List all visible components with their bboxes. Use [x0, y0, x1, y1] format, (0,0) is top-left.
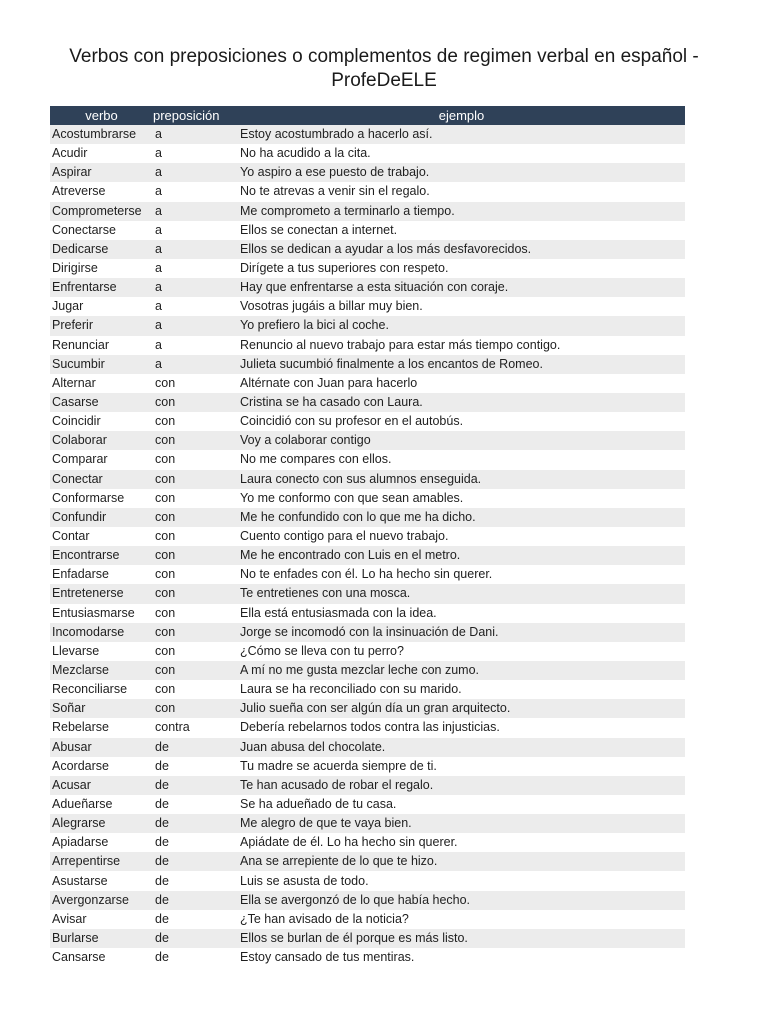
preposition-cell: de	[153, 738, 238, 757]
example-cell: Tu madre se acuerda siempre de ti.	[238, 757, 685, 776]
example-cell: Julio sueña con ser algún día un gran arquitecto.	[238, 699, 685, 718]
example-cell: Apiádate de él. Lo ha hecho sin querer.	[238, 833, 685, 852]
verb-cell: Acordarse	[50, 757, 153, 776]
table-row	[50, 948, 685, 967]
table-row	[50, 929, 685, 948]
preposition-cell: a	[153, 163, 238, 182]
example-cell: Voy a colaborar contigo	[238, 431, 685, 450]
example-cell: Yo aspiro a ese puesto de trabajo.	[238, 163, 685, 182]
example-cell: Ella está entusiasmada con la idea.	[238, 604, 685, 623]
example-cell: Vosotras jugáis a billar muy bien.	[238, 297, 685, 316]
preposition-cell: con	[153, 470, 238, 489]
verb-cell: Alternar	[50, 374, 153, 393]
table-row	[50, 776, 685, 795]
verb-cell: Acostumbrarse	[50, 125, 153, 144]
table-body	[50, 125, 685, 967]
example-cell: Dirígete a tus superiores con respeto.	[238, 259, 685, 278]
example-cell: Julieta sucumbió finalmente a los encantos de Romeo.	[238, 355, 685, 374]
example-cell: Me alegro de que te vaya bien.	[238, 814, 685, 833]
table-row	[50, 163, 685, 182]
table-row	[50, 221, 685, 240]
verb-cell: Asustarse	[50, 871, 153, 890]
table-row	[50, 738, 685, 757]
verb-cell: Conectarse	[50, 221, 153, 240]
preposition-cell: de	[153, 833, 238, 852]
verb-cell: Comprometerse	[50, 202, 153, 221]
example-cell: Ana se arrepiente de lo que te hizo.	[238, 852, 685, 871]
preposition-cell: de	[153, 948, 238, 967]
example-cell: Ellos se dedican a ayudar a los más desfavorecidos.	[238, 240, 685, 259]
example-cell: Te entretienes con una mosca.	[238, 584, 685, 603]
verb-cell: Acusar	[50, 776, 153, 795]
preposition-cell: a	[153, 144, 238, 163]
table-row	[50, 795, 685, 814]
table-row	[50, 125, 685, 144]
example-cell: Yo prefiero la bici al coche.	[238, 316, 685, 335]
table-row	[50, 355, 685, 374]
verb-cell: Casarse	[50, 393, 153, 412]
table-row	[50, 833, 685, 852]
table-row	[50, 604, 685, 623]
verb-cell: Reconciliarse	[50, 680, 153, 699]
verb-cell: Apiadarse	[50, 833, 153, 852]
example-cell: No ha acudido a la cita.	[238, 144, 685, 163]
preposition-cell: con	[153, 699, 238, 718]
verb-cell: Contar	[50, 527, 153, 546]
preposition-cell: con	[153, 604, 238, 623]
table-row	[50, 278, 685, 297]
preposition-cell: con	[153, 412, 238, 431]
verb-cell: Abusar	[50, 738, 153, 757]
table-row	[50, 718, 685, 737]
verbs-table	[50, 106, 685, 967]
verb-cell: Cansarse	[50, 948, 153, 967]
preposition-cell: con	[153, 374, 238, 393]
title-line-1: Verbos con preposiciones o complementos de regimen verbal en español -	[69, 46, 699, 67]
table-row	[50, 297, 685, 316]
verb-cell: Enfrentarse	[50, 278, 153, 297]
preposition-cell: de	[153, 795, 238, 814]
table-row	[50, 412, 685, 431]
example-cell: Me he encontrado con Luis en el metro.	[238, 546, 685, 565]
preposition-cell: con	[153, 623, 238, 642]
verb-cell: Dedicarse	[50, 240, 153, 259]
example-cell: No te atrevas a venir sin el regalo.	[238, 182, 685, 201]
verb-cell: Conformarse	[50, 489, 153, 508]
verb-cell: Entretenerse	[50, 584, 153, 603]
preposition-cell: a	[153, 259, 238, 278]
preposition-cell: con	[153, 450, 238, 469]
verb-cell: Sucumbir	[50, 355, 153, 374]
table-row	[50, 623, 685, 642]
preposition-cell: a	[153, 278, 238, 297]
example-cell: No te enfades con él. Lo ha hecho sin querer.	[238, 565, 685, 584]
verb-cell: Mezclarse	[50, 661, 153, 680]
table-row	[50, 642, 685, 661]
verb-cell: Llevarse	[50, 642, 153, 661]
verb-cell: Entusiasmarse	[50, 604, 153, 623]
example-cell: ¿Cómo se lleva con tu perro?	[238, 642, 685, 661]
preposition-cell: con	[153, 546, 238, 565]
table-row	[50, 202, 685, 221]
example-cell: Te han acusado de robar el regalo.	[238, 776, 685, 795]
table-row	[50, 431, 685, 450]
verb-cell: Avisar	[50, 910, 153, 929]
example-cell: Cristina se ha casado con Laura.	[238, 393, 685, 412]
verb-cell: Soñar	[50, 699, 153, 718]
table-row	[50, 565, 685, 584]
preposition-cell: con	[153, 680, 238, 699]
preposition-cell: de	[153, 852, 238, 871]
table-row	[50, 144, 685, 163]
table-row	[50, 374, 685, 393]
table-header-row	[50, 106, 685, 125]
example-cell: Laura conecto con sus alumnos enseguida.	[238, 470, 685, 489]
preposition-cell: a	[153, 336, 238, 355]
table-row	[50, 871, 685, 890]
table-row	[50, 470, 685, 489]
preposition-cell: con	[153, 508, 238, 527]
table-row	[50, 814, 685, 833]
table-row	[50, 891, 685, 910]
verb-cell: Enfadarse	[50, 565, 153, 584]
table-row	[50, 584, 685, 603]
preposition-cell: de	[153, 910, 238, 929]
verb-cell: Avergonzarse	[50, 891, 153, 910]
example-cell: ¿Te han avisado de la noticia?	[238, 910, 685, 929]
verb-cell: Rebelarse	[50, 718, 153, 737]
preposition-cell: con	[153, 527, 238, 546]
table-row	[50, 852, 685, 871]
table-row	[50, 910, 685, 929]
preposition-cell: a	[153, 221, 238, 240]
example-cell: Luis se asusta de todo.	[238, 871, 685, 890]
verb-cell: Conectar	[50, 470, 153, 489]
preposition-cell: de	[153, 929, 238, 948]
preposition-cell: con	[153, 584, 238, 603]
page-title	[40, 45, 728, 93]
preposition-cell: a	[153, 240, 238, 259]
preposition-cell: de	[153, 757, 238, 776]
table-row	[50, 661, 685, 680]
table-row	[50, 316, 685, 335]
example-cell: Ellos se conectan a internet.	[238, 221, 685, 240]
verb-cell: Acudir	[50, 144, 153, 163]
preposition-cell: a	[153, 125, 238, 144]
table-row	[50, 699, 685, 718]
verb-cell: Atreverse	[50, 182, 153, 201]
preposition-cell: de	[153, 891, 238, 910]
column-header-verbo: verbo	[50, 106, 153, 125]
preposition-cell: contra	[153, 718, 238, 737]
example-cell: Debería rebelarnos todos contra las injusticias.	[238, 718, 685, 737]
example-cell: A mí no me gusta mezclar leche con zumo.	[238, 661, 685, 680]
table-row	[50, 546, 685, 565]
verb-cell: Dirigirse	[50, 259, 153, 278]
example-cell: Me he confundido con lo que me ha dicho.	[238, 508, 685, 527]
example-cell: No me compares con ellos.	[238, 450, 685, 469]
table-row	[50, 182, 685, 201]
preposition-cell: a	[153, 297, 238, 316]
preposition-cell: con	[153, 661, 238, 680]
example-cell: Hay que enfrentarse a esta situación con coraje.	[238, 278, 685, 297]
preposition-cell: a	[153, 316, 238, 335]
table-row	[50, 527, 685, 546]
table-row	[50, 259, 685, 278]
preposition-cell: con	[153, 393, 238, 412]
preposition-cell: de	[153, 814, 238, 833]
example-cell: Se ha adueñado de tu casa.	[238, 795, 685, 814]
preposition-cell: a	[153, 355, 238, 374]
example-cell: Jorge se incomodó con la insinuación de Dani.	[238, 623, 685, 642]
preposition-cell: de	[153, 776, 238, 795]
verb-cell: Preferir	[50, 316, 153, 335]
verb-cell: Confundir	[50, 508, 153, 527]
verb-cell: Burlarse	[50, 929, 153, 948]
preposition-cell: a	[153, 182, 238, 201]
example-cell: Laura se ha reconciliado con su marido.	[238, 680, 685, 699]
column-header-preposicion: preposición	[153, 106, 238, 125]
table-row	[50, 757, 685, 776]
example-cell: Yo me conformo con que sean amables.	[238, 489, 685, 508]
table-row	[50, 393, 685, 412]
title-line-2: ProfeDeELE	[331, 70, 437, 91]
example-cell: Altérnate con Juan para hacerlo	[238, 374, 685, 393]
verb-cell: Incomodarse	[50, 623, 153, 642]
example-cell: Cuento contigo para el nuevo trabajo.	[238, 527, 685, 546]
verb-cell: Coincidir	[50, 412, 153, 431]
verb-cell: Renunciar	[50, 336, 153, 355]
verb-cell: Colaborar	[50, 431, 153, 450]
verb-cell: Jugar	[50, 297, 153, 316]
verb-cell: Arrepentirse	[50, 852, 153, 871]
example-cell: Ellos se burlan de él porque es más listo.	[238, 929, 685, 948]
verb-cell: Adueñarse	[50, 795, 153, 814]
table-row	[50, 450, 685, 469]
preposition-cell: con	[153, 489, 238, 508]
preposition-cell: con	[153, 431, 238, 450]
verb-cell: Aspirar	[50, 163, 153, 182]
example-cell: Coincidió con su profesor en el autobús.	[238, 412, 685, 431]
preposition-cell: con	[153, 565, 238, 584]
example-cell: Ella se avergonzó de lo que había hecho.	[238, 891, 685, 910]
table-row	[50, 680, 685, 699]
verb-cell: Comparar	[50, 450, 153, 469]
example-cell: Me comprometo a terminarlo a tiempo.	[238, 202, 685, 221]
table-row	[50, 508, 685, 527]
column-header-ejemplo: ejemplo	[238, 106, 685, 125]
example-cell: Juan abusa del chocolate.	[238, 738, 685, 757]
preposition-cell: de	[153, 871, 238, 890]
verb-cell: Alegrarse	[50, 814, 153, 833]
example-cell: Estoy cansado de tus mentiras.	[238, 948, 685, 967]
table-row	[50, 489, 685, 508]
example-cell: Estoy acostumbrado a hacerlo así.	[238, 125, 685, 144]
example-cell: Renuncio al nuevo trabajo para estar más tiempo contigo.	[238, 336, 685, 355]
table-row	[50, 336, 685, 355]
preposition-cell: con	[153, 642, 238, 661]
preposition-cell: a	[153, 202, 238, 221]
verb-cell: Encontrarse	[50, 546, 153, 565]
table-row	[50, 240, 685, 259]
